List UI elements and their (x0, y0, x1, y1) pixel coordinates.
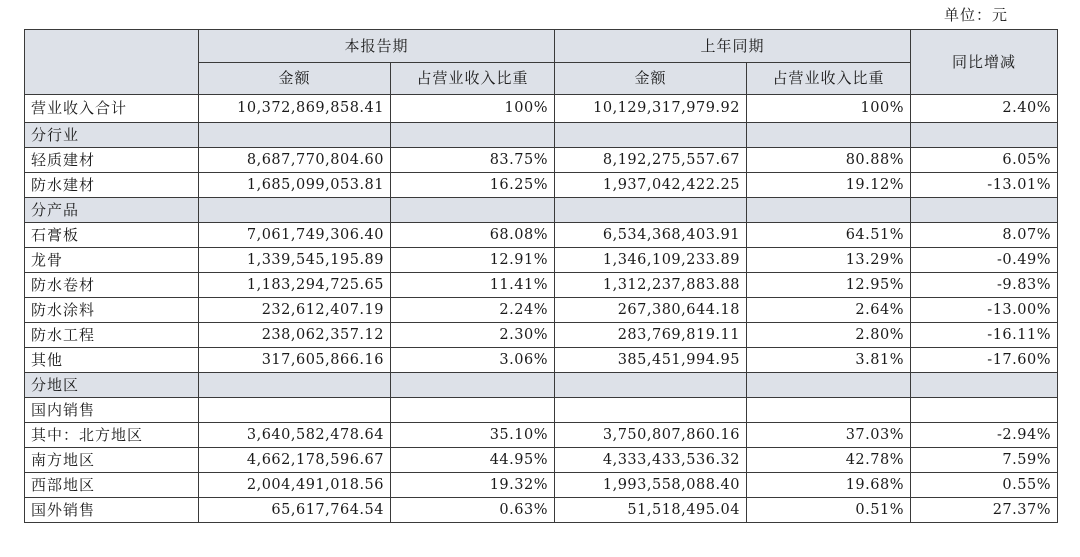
prior-share-cell: 80.88% (747, 148, 911, 173)
prior-amount-cell: 1,312,237,883.88 (555, 273, 747, 298)
prior-share-cell: 100% (747, 95, 911, 123)
section-empty-cell (747, 373, 911, 398)
table-row (25, 348, 1058, 373)
current-amount-cell: 1,183,294,725.65 (199, 273, 391, 298)
prior-amount-cell: 10,129,317,979.92 (555, 95, 747, 123)
current-amount-cell: 4,662,178,596.67 (199, 448, 391, 473)
current-amount-cell: 7,061,749,306.40 (199, 223, 391, 248)
prior-amount-cell: 267,380,644.18 (555, 298, 747, 323)
yoy-cell: -17.60% (911, 348, 1058, 373)
prior-share-cell: 13.29% (747, 248, 911, 273)
section-empty-cell (555, 123, 747, 148)
prior-share-cell: 2.80% (747, 323, 911, 348)
row-label: 石膏板 (25, 223, 199, 248)
table-row (25, 323, 1058, 348)
section-empty-cell (747, 123, 911, 148)
header-current-amount: 金额 (199, 63, 391, 95)
row-label: 防水涂料 (25, 298, 199, 323)
row-label: 龙骨 (25, 248, 199, 273)
table-row (25, 173, 1058, 198)
row-label: 西部地区 (25, 473, 199, 498)
current-share-cell: 12.91% (391, 248, 555, 273)
yoy-cell: 2.40% (911, 95, 1058, 123)
header-prior-period: 上年同期 (555, 30, 911, 63)
section-empty-cell (199, 198, 391, 223)
prior-share-cell: 19.68% (747, 473, 911, 498)
prior-amount-cell: 1,993,558,088.40 (555, 473, 747, 498)
row-label: 其他 (25, 348, 199, 373)
row-label: 轻质建材 (25, 148, 199, 173)
section-empty-cell (911, 123, 1058, 148)
section-empty-cell (555, 198, 747, 223)
yoy-cell: -0.49% (911, 248, 1058, 273)
yoy-cell: 8.07% (911, 223, 1058, 248)
table-header (25, 30, 1058, 95)
current-amount-cell: 1,339,545,195.89 (199, 248, 391, 273)
current-share-cell: 2.30% (391, 323, 555, 348)
section-empty-cell (555, 373, 747, 398)
current-share-cell (391, 398, 555, 423)
prior-amount-cell: 283,769,819.11 (555, 323, 747, 348)
current-share-cell: 16.25% (391, 173, 555, 198)
prior-amount-cell: 3,750,807,860.16 (555, 423, 747, 448)
prior-amount-cell: 1,937,042,422.25 (555, 173, 747, 198)
current-share-cell: 0.63% (391, 498, 555, 523)
current-share-cell: 2.24% (391, 298, 555, 323)
header-current-share: 占营业收入比重 (391, 63, 555, 95)
prior-share-cell: 19.12% (747, 173, 911, 198)
section-empty-cell (199, 123, 391, 148)
current-amount-cell: 232,612,407.19 (199, 298, 391, 323)
current-share-cell: 68.08% (391, 223, 555, 248)
prior-share-cell: 2.64% (747, 298, 911, 323)
row-label: 防水工程 (25, 323, 199, 348)
row-label: 南方地区 (25, 448, 199, 473)
prior-amount-cell (555, 398, 747, 423)
section-empty-cell (391, 373, 555, 398)
table-row (25, 498, 1058, 523)
prior-share-cell: 12.95% (747, 273, 911, 298)
table-row (25, 248, 1058, 273)
prior-share-cell: 64.51% (747, 223, 911, 248)
current-share-cell: 100% (391, 95, 555, 123)
table-row (25, 473, 1058, 498)
table-row (25, 398, 1058, 423)
row-label: 其中：北方地区 (25, 423, 199, 448)
prior-amount-cell: 6,534,368,403.91 (555, 223, 747, 248)
current-share-cell: 11.41% (391, 273, 555, 298)
table-row (25, 148, 1058, 173)
current-share-cell: 44.95% (391, 448, 555, 473)
current-amount-cell: 8,687,770,804.60 (199, 148, 391, 173)
header-yoy-change: 同比增减 (911, 30, 1058, 95)
header-item-column (25, 30, 199, 95)
table-row-total (25, 95, 1058, 123)
header-prior-share: 占营业收入比重 (747, 63, 911, 95)
prior-share-cell (747, 398, 911, 423)
section-header-row (25, 123, 1058, 148)
current-amount-cell: 317,605,866.16 (199, 348, 391, 373)
table-row (25, 423, 1058, 448)
section-header-row (25, 373, 1058, 398)
yoy-cell: -9.83% (911, 273, 1058, 298)
current-share-cell: 19.32% (391, 473, 555, 498)
yoy-cell: -2.94% (911, 423, 1058, 448)
section-title: 分行业 (25, 123, 199, 148)
prior-amount-cell: 51,518,495.04 (555, 498, 747, 523)
yoy-cell: 27.37% (911, 498, 1058, 523)
section-empty-cell (911, 373, 1058, 398)
current-amount-cell: 10,372,869,858.41 (199, 95, 391, 123)
table-row (25, 273, 1058, 298)
row-label: 防水卷材 (25, 273, 199, 298)
header-prior-amount: 金额 (555, 63, 747, 95)
prior-amount-cell: 8,192,275,557.67 (555, 148, 747, 173)
prior-amount-cell: 385,451,994.95 (555, 348, 747, 373)
current-share-cell: 3.06% (391, 348, 555, 373)
current-amount-cell: 65,617,764.54 (199, 498, 391, 523)
table-row (25, 298, 1058, 323)
current-amount-cell: 2,004,491,018.56 (199, 473, 391, 498)
section-empty-cell (391, 123, 555, 148)
current-share-cell: 83.75% (391, 148, 555, 173)
row-label: 国外销售 (25, 498, 199, 523)
section-empty-cell (391, 198, 555, 223)
section-empty-cell (911, 198, 1058, 223)
unit-label: 单位：元 (944, 6, 1009, 24)
section-title: 分产品 (25, 198, 199, 223)
prior-share-cell: 3.81% (747, 348, 911, 373)
yoy-cell: 6.05% (911, 148, 1058, 173)
section-title: 分地区 (25, 373, 199, 398)
current-amount-cell: 3,640,582,478.64 (199, 423, 391, 448)
section-empty-cell (199, 373, 391, 398)
prior-share-cell: 37.03% (747, 423, 911, 448)
row-label: 防水建材 (25, 173, 199, 198)
row-label: 营业收入合计 (25, 95, 199, 123)
yoy-cell: -13.00% (911, 298, 1058, 323)
revenue-breakdown-table (24, 29, 1058, 523)
section-header-row (25, 198, 1058, 223)
current-share-cell: 35.10% (391, 423, 555, 448)
prior-share-cell: 42.78% (747, 448, 911, 473)
yoy-cell: -13.01% (911, 173, 1058, 198)
header-current-period: 本报告期 (199, 30, 555, 63)
table-body (25, 95, 1058, 523)
row-label: 国内销售 (25, 398, 199, 423)
prior-share-cell: 0.51% (747, 498, 911, 523)
table-row (25, 223, 1058, 248)
section-empty-cell (747, 198, 911, 223)
current-amount-cell: 238,062,357.12 (199, 323, 391, 348)
current-amount-cell (199, 398, 391, 423)
prior-amount-cell: 4,333,433,536.32 (555, 448, 747, 473)
yoy-cell: 7.59% (911, 448, 1058, 473)
table-row (25, 448, 1058, 473)
yoy-cell (911, 398, 1058, 423)
prior-amount-cell: 1,346,109,233.89 (555, 248, 747, 273)
yoy-cell: -16.11% (911, 323, 1058, 348)
current-amount-cell: 1,685,099,053.81 (199, 173, 391, 198)
yoy-cell: 0.55% (911, 473, 1058, 498)
